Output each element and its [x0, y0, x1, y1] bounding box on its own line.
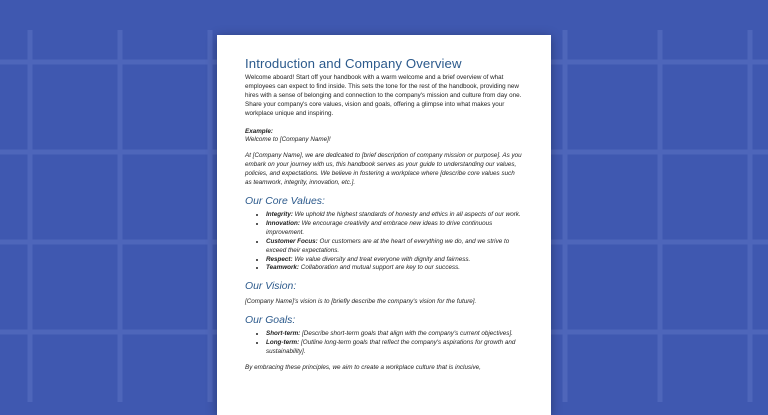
core-values-heading: Our Core Values:	[245, 195, 325, 207]
example-welcome: Welcome to [Company Name]!	[245, 136, 331, 144]
core-values-list	[245, 211, 523, 273]
example-label: Example:	[245, 127, 273, 135]
goals-heading: Our Goals:	[245, 315, 296, 327]
page-title: Introduction and Company Overview	[245, 56, 462, 71]
intro-paragraph: Welcome aboard! Start off your handbook with a warm welcome and a brief overview of what employees can expect to find inside. This sets the tone for the rest of the handbook, providing new hires with a sense of belonging and connection to the company's mission and culture from day one. Share your company's core values, vision and goals, offering a glimpse into what makes your workplace unique and inspiring.	[245, 74, 522, 117]
goal-item: • Short-term: [Describe short-term goals that align with the company's current objectives].	[266, 330, 523, 339]
core-value-item: • Customer Focus: Our customers are at the heart of everything we do, and we strive to exceed their expectations.	[266, 238, 523, 256]
goals-list	[245, 330, 523, 357]
core-value-item: • Teamwork: Collaboration and mutual support are key to our success.	[266, 264, 523, 273]
goal-item: • Long-term: [Outline long-term goals that reflect the company's aspirations for growth and sustainability].	[266, 339, 523, 357]
core-value-item: • Innovation: We encourage creativity and embrace new ideas to drive continuous improvement.	[266, 220, 523, 238]
closing-paragraph: By embracing these principles, we aim to create a workplace culture that is inclusive,	[245, 363, 481, 371]
example-body: At [Company Name], we are dedicated to [brief description of company mission or purpose]. As you embark on your journey with us, this handbook serves as your guide to understanding our values, policies, and expectations. We believe in fostering a workplace where [describe core values such as teamwork, integrity, innovation, etc.].	[245, 152, 522, 187]
vision-heading: Our Vision:	[245, 281, 297, 293]
handbook-page	[217, 35, 551, 415]
core-value-item: • Integrity: We uphold the highest standards of honesty and ethics in all aspects of our work.	[266, 211, 523, 220]
core-value-item: • Respect: We value diversity and treat everyone with dignity and fairness.	[266, 256, 523, 265]
vision-text: [Company Name]'s vision is to [briefly describe the company's vision for the future].	[245, 298, 477, 306]
